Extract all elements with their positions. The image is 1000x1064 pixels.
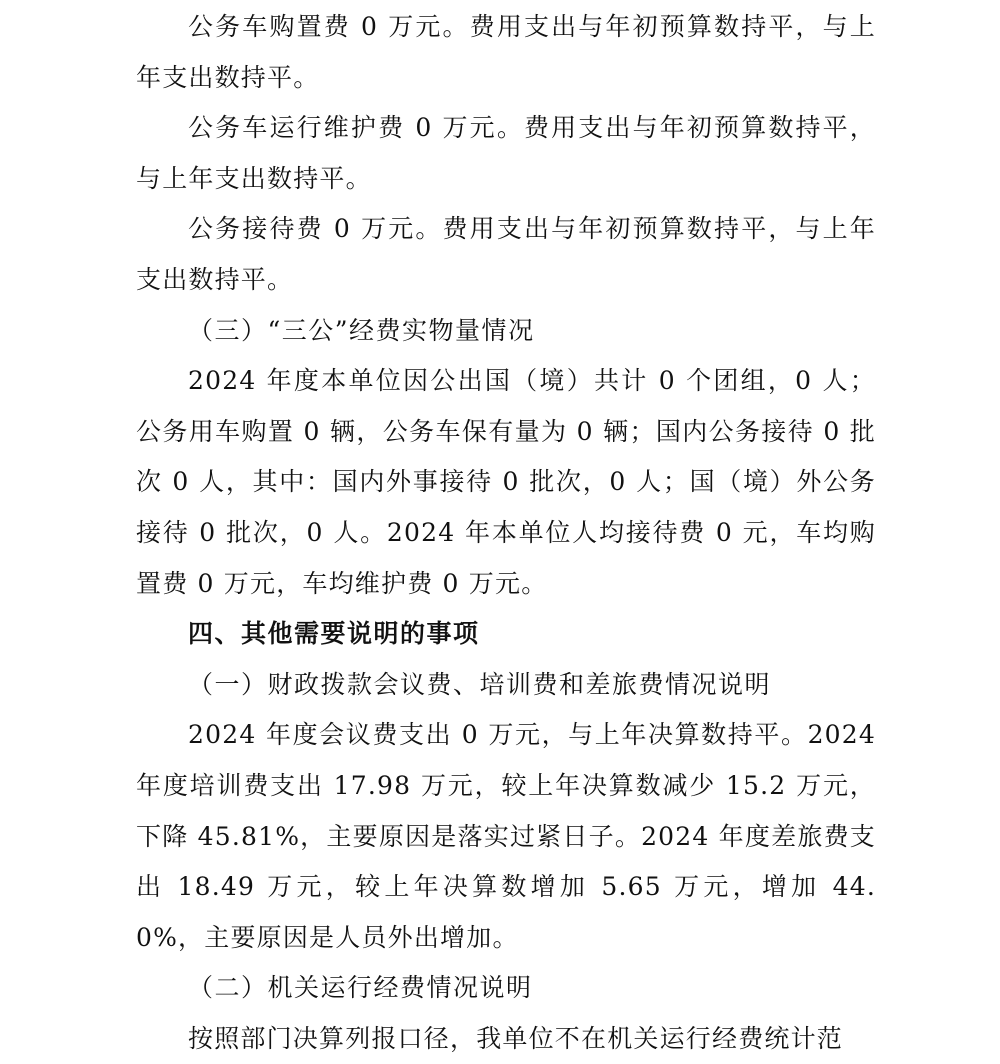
paragraph-physical-quantity: 2024 年度本单位因公出国（境）共计 0 个团组，0 人；公务用车购置 0 辆，公务车保有量为 0 辆；国内公务接待 0 批次 0 人，其中：国内外事接待 0 批次，0 人；国（境）外公务接待 0 批次，0 人。2024 年本单位人均接待费 0 元，车均购置费 0 万元，车均维护费 0 万元。 <box>136 366 877 598</box>
subheading-physical-quantity: （三）“三公”经费实物量情况 <box>188 315 535 345</box>
paragraph-reception-fee: 公务接待费 0 万元。费用支出与年初预算数持平，与上年支出数持平。 <box>136 214 876 294</box>
paragraph-vehicle-purchase: 公务车购置费 0 万元。费用支出与年初预算数持平，与上年支出数持平。 <box>136 12 876 92</box>
section-heading-other-matters: 四、其他需要说明的事项 <box>188 619 480 649</box>
subheading-meeting-training-travel: （一）财政拨款会议费、培训费和差旅费情况说明 <box>188 669 772 699</box>
paragraph-vehicle-maintenance: 公务车运行维护费 0 万元。费用支出与年初预算数持平，与上年支出数持平。 <box>136 113 876 193</box>
document-page <box>136 2 876 1064</box>
paragraph-operating-expenses: 按照部门决算列报口径，我单位不在机关运行经费统计范 <box>188 1023 844 1053</box>
paragraph-meeting-training-travel: 2024 年度会议费支出 0 万元，与上年决算数持平。2024 年度培训费支出 17.98 万元，较上年决算数减少 15.2 万元，下降 45.81%，主要原因是落实过紧日子。2024 年度差旅费支出 18.49 万元，较上年决算数增加 5.65 万元，增加 44.0%，主要原因是人员外出增加。 <box>136 720 876 952</box>
subheading-operating-expenses: （二）机关运行经费情况说明 <box>188 973 533 1003</box>
